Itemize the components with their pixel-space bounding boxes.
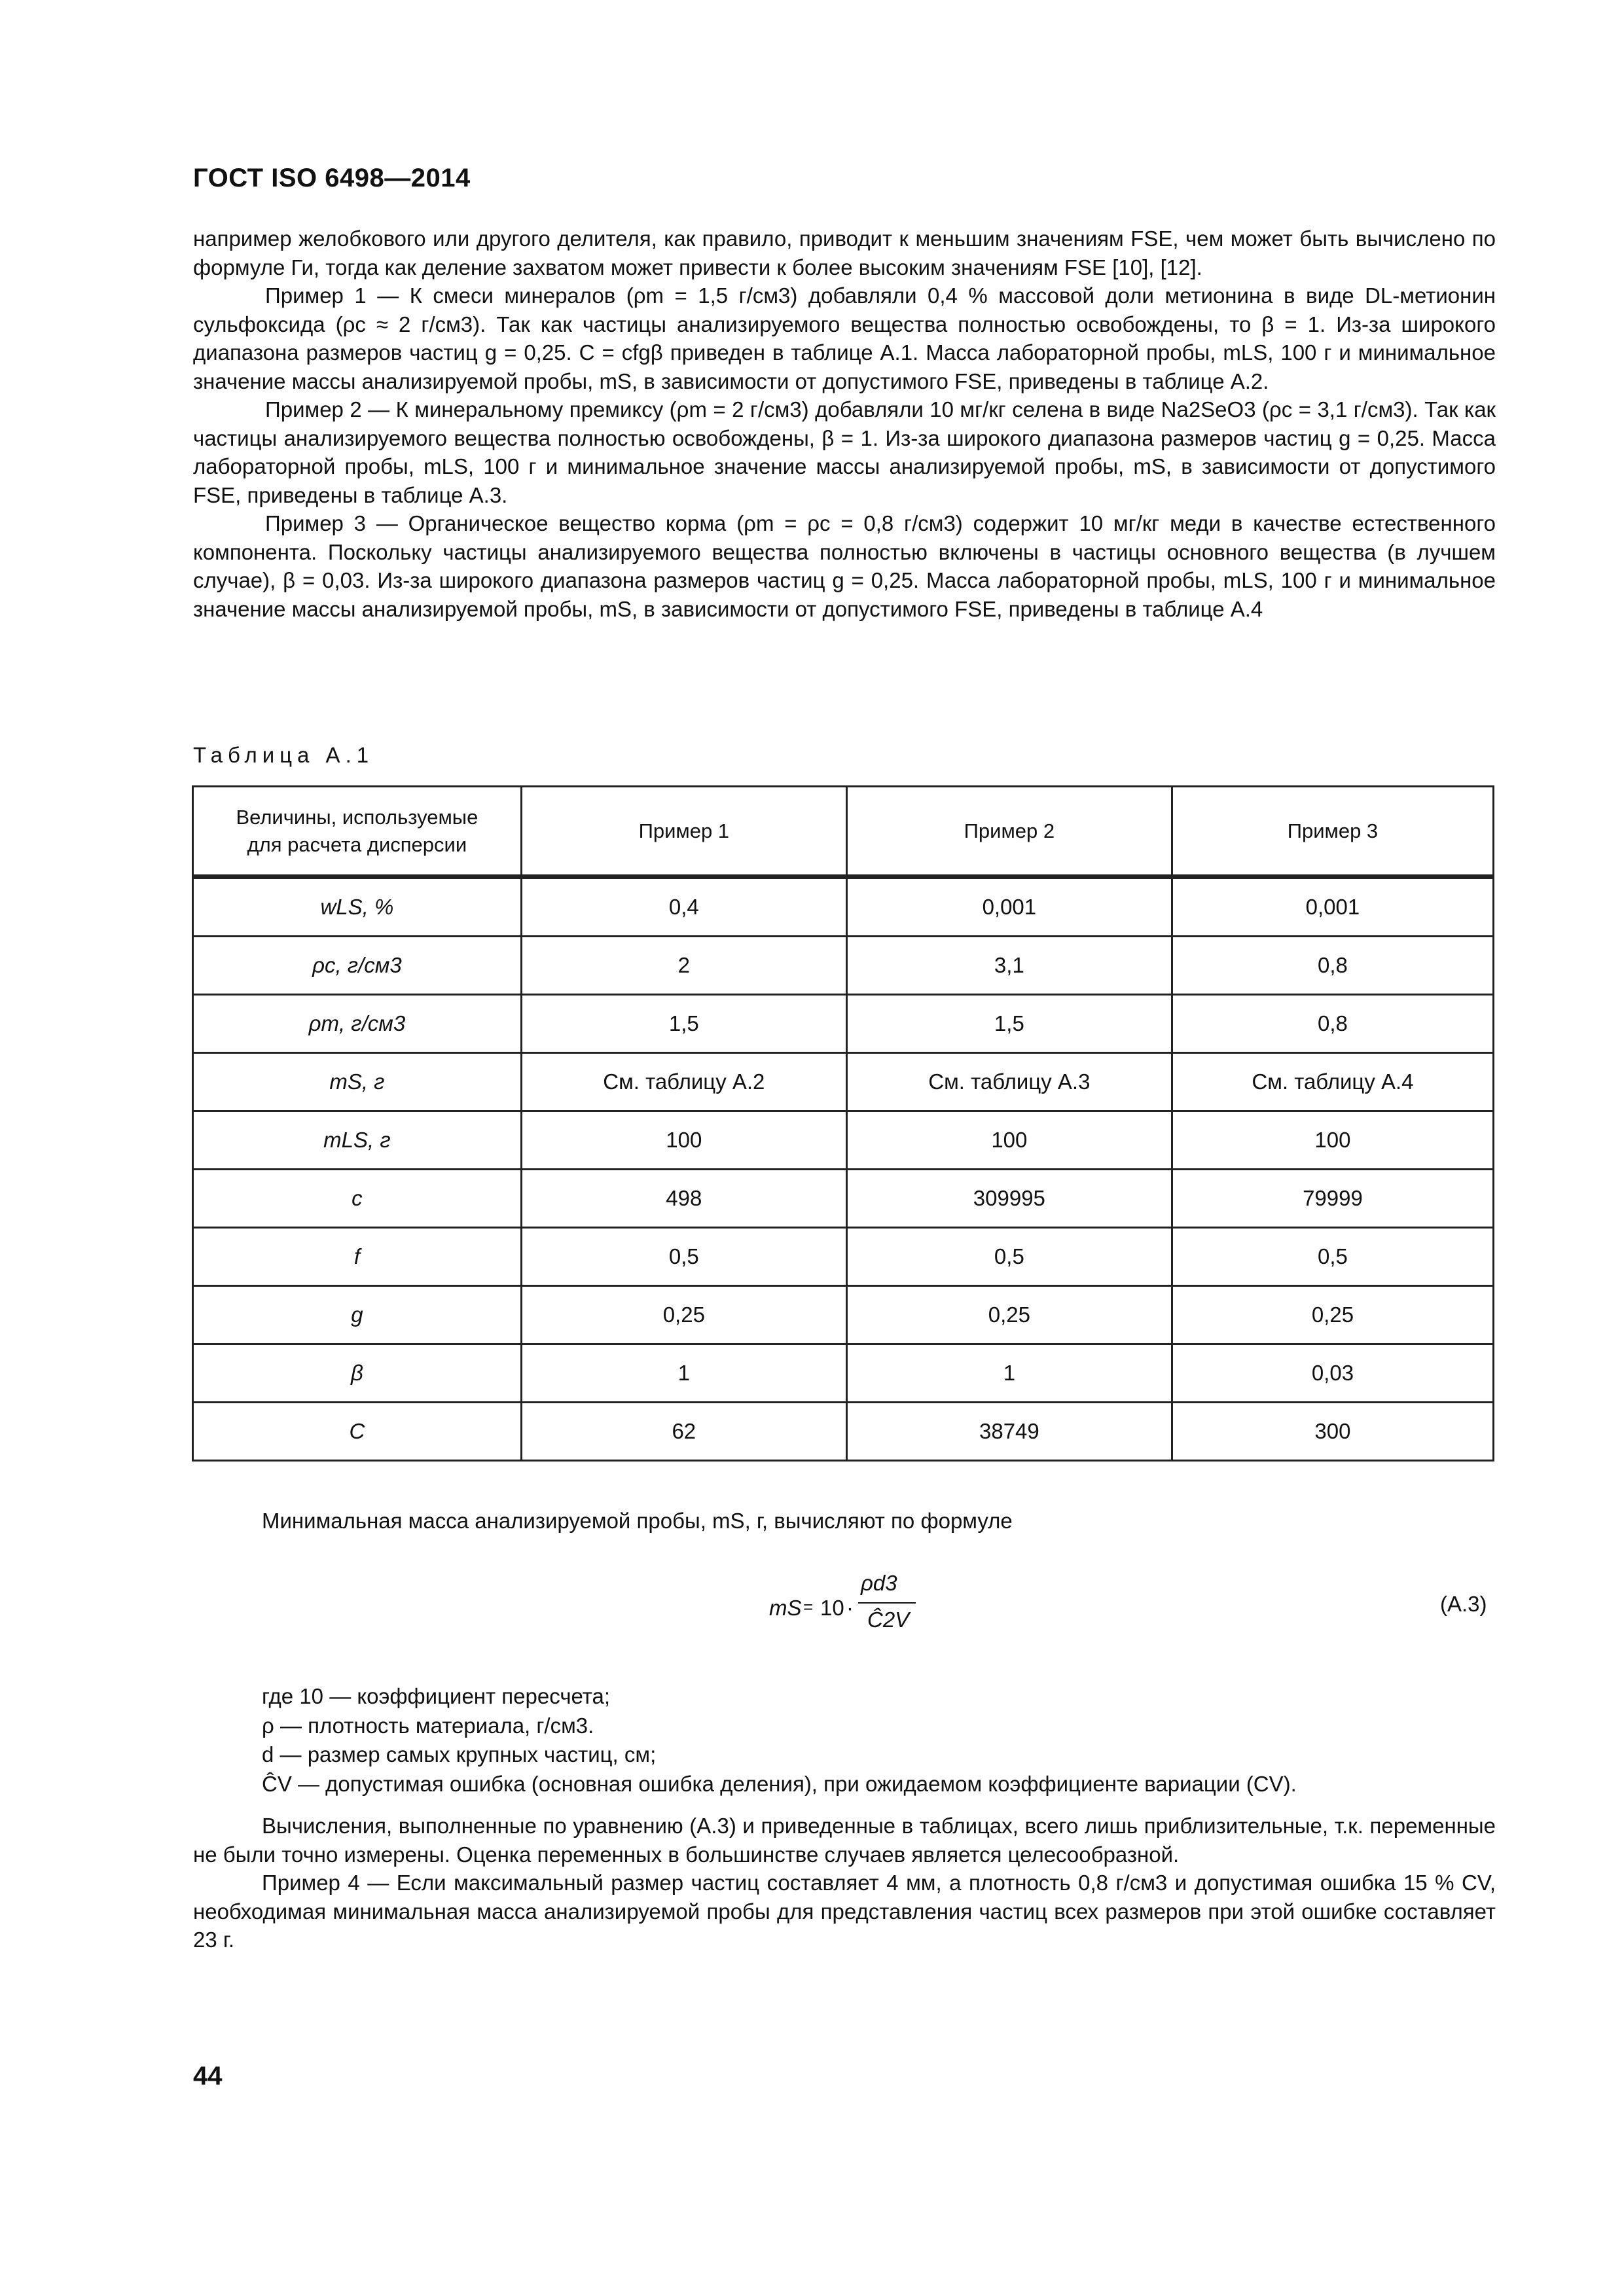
row-label: g	[193, 1286, 522, 1344]
cell: 309995	[846, 1170, 1172, 1228]
table-row	[193, 1228, 1494, 1286]
cell: 38749	[846, 1403, 1172, 1461]
table-row	[193, 1170, 1494, 1228]
cell: 0,8	[1172, 937, 1493, 995]
table-row	[193, 1111, 1494, 1170]
cell: 0,5	[521, 1228, 846, 1286]
example-4-paragraph: Пример 4 — Если максимальный размер частиц составляет 4 мм, а плотность 0,8 г/см3 и допустимая ошибка 15 % CV, необходимая минимальная масса анализируемой пробы для представления частиц всех размеров при этой ошибке составляет 23 г.	[193, 1871, 1496, 1952]
table-a1	[192, 785, 1494, 1462]
cell: 0,5	[846, 1228, 1172, 1286]
row-label: mS, г	[193, 1053, 522, 1111]
table-row	[193, 995, 1494, 1053]
cell: 2	[521, 937, 846, 995]
formula-lhs: mS	[769, 1596, 802, 1620]
table-row	[193, 877, 1494, 937]
cell: 100	[846, 1111, 1172, 1170]
table-row	[193, 1403, 1494, 1461]
cell: 0,25	[1172, 1286, 1493, 1344]
cell: 0,001	[846, 877, 1172, 937]
document-header: ГОСТ ISO 6498—2014	[193, 164, 471, 192]
cell: См. таблицу А.3	[846, 1053, 1172, 1111]
example-2-paragraph: Пример 2 — К минеральному премиксу (ρm = 2 г/см3) добавляли 10 мг/кг селена в виде Na2SeO3 (ρc = 3,1 г/см3). Так как частицы анализируемого вещества полностью освобождены, β = 1. Из-за широкого диапазона размеров частиц g = 0,25. Масса лабораторной пробы, mLS, 100 г и минимальное значение массы анализируемой пробы, mS, в зависимости от допустимого FSE, приведены в таблице А.3.	[193, 397, 1496, 507]
row-label: ρm, г/см3	[193, 995, 522, 1053]
cell: 100	[1172, 1111, 1493, 1170]
table-row	[193, 1286, 1494, 1344]
formula-dot: ·	[846, 1596, 854, 1620]
cell: 0,8	[1172, 995, 1493, 1053]
table-row	[193, 937, 1494, 995]
formula-denominator: Ĉ2V	[867, 1607, 910, 1632]
cell: 0,4	[521, 877, 846, 937]
cell: 1,5	[521, 995, 846, 1053]
formula-numerator: ρd3	[861, 1571, 897, 1595]
table-caption: Таблица А.1	[193, 743, 374, 767]
cell: 62	[521, 1403, 846, 1461]
formula-intro: Минимальная масса анализируемой пробы, mS, г, вычисляют по формуле	[262, 1509, 1013, 1533]
cell: 498	[521, 1170, 846, 1228]
cell: 0,03	[1172, 1344, 1493, 1403]
cell: 0,001	[1172, 877, 1493, 937]
intro-paragraph-0: например желобкового или другого делителя, как правило, приводит к меньшим значениям FSE, чем может быть вычислено по формуле Ги, тогда как деление захватом может привести к более высоким значениям FSE [10], [12].	[193, 226, 1496, 279]
cell: 1	[846, 1344, 1172, 1403]
header-example-1: Пример 1	[521, 787, 846, 877]
definition-item: ĈV — допустимая ошибка (основная ошибка деления), при ожидаемом коэффициенте вариации (CV).	[262, 1771, 1297, 1796]
definition-item: ρ — плотность материала, г/см3.	[262, 1713, 594, 1738]
formula-constant: 10	[820, 1596, 844, 1620]
example-1-paragraph: Пример 1 — К смеси минералов (ρm = 1,5 г/см3) добавляли 0,4 % массовой доли метионина в виде DL-метионин сульфоксида (ρc ≈ 2 г/см3). Так как частицы анализируемого вещества полностью освобождены, то β = 1. Из-за широкого диапазона размеров частиц g = 0,25. C = cfgβ приведен в таблице А.1. Масса лабораторной пробы, mLS, 100 г и минимальное значение массы анализируемой пробы, mS, в зависимости от допустимого FSE, приведены в таблице А.2.	[193, 283, 1496, 393]
header-example-3: Пример 3	[1172, 787, 1493, 877]
cell: См. таблицу А.2	[521, 1053, 846, 1111]
table-row	[193, 1344, 1494, 1403]
closing-paragraph-1: Вычисления, выполненные по уравнению (А.3) и приведенные в таблицах, всего лишь приблизительные, т.к. переменные не были точно измерены. Оценка переменных в большинстве случаев является целесообразной.	[193, 1814, 1496, 1867]
cell: 3,1	[846, 937, 1172, 995]
cell: 79999	[1172, 1170, 1493, 1228]
row-label: wLS, %	[193, 877, 522, 937]
row-label: β	[193, 1344, 522, 1403]
formula-a3	[769, 1571, 939, 1656]
page-number: 44	[193, 2062, 223, 2090]
header-quantities: Величины, используемые для расчета дисперсии	[193, 787, 522, 877]
cell: 100	[521, 1111, 846, 1170]
row-label: mLS, г	[193, 1111, 522, 1170]
row-label: C	[193, 1403, 522, 1461]
row-label: f	[193, 1228, 522, 1286]
header-example-2: Пример 2	[846, 787, 1172, 877]
cell: 1	[521, 1344, 846, 1403]
intro-text	[193, 224, 1496, 623]
table-row	[193, 1053, 1494, 1111]
cell: 0,25	[846, 1286, 1172, 1344]
cell: 1,5	[846, 995, 1172, 1053]
formula-equals: =	[803, 1597, 814, 1617]
row-label: c	[193, 1170, 522, 1228]
formula-number: (А.3)	[1440, 1592, 1487, 1616]
row-label: ρc, г/см3	[193, 937, 522, 995]
definition-item: d — размер самых крупных частиц, см;	[262, 1742, 657, 1767]
cell: 0,25	[521, 1286, 846, 1344]
definition-item: где 10 — коэффициент пересчета;	[262, 1684, 611, 1708]
closing-text	[193, 1812, 1496, 1954]
cell: 300	[1172, 1403, 1493, 1461]
fraction-bar	[858, 1602, 916, 1604]
table-header-row	[193, 787, 1494, 877]
example-3-paragraph: Пример 3 — Органическое вещество корма (ρm = ρc = 0,8 г/см3) содержит 10 мг/кг меди в качестве естественного компонента. Поскольку частицы анализируемого вещества полностью включены в частицы основного вещества (в лучшем случае), β = 0,03. Из-за широкого диапазона размеров частиц g = 0,25. Масса лабораторной пробы, mLS, 100 г и минимальное значение массы анализируемой пробы, mS, в зависимости от допустимого FSE, приведены в таблице А.4	[193, 511, 1496, 621]
cell: См. таблицу А.4	[1172, 1053, 1493, 1111]
cell: 0,5	[1172, 1228, 1493, 1286]
definitions-list	[262, 1682, 1297, 1799]
